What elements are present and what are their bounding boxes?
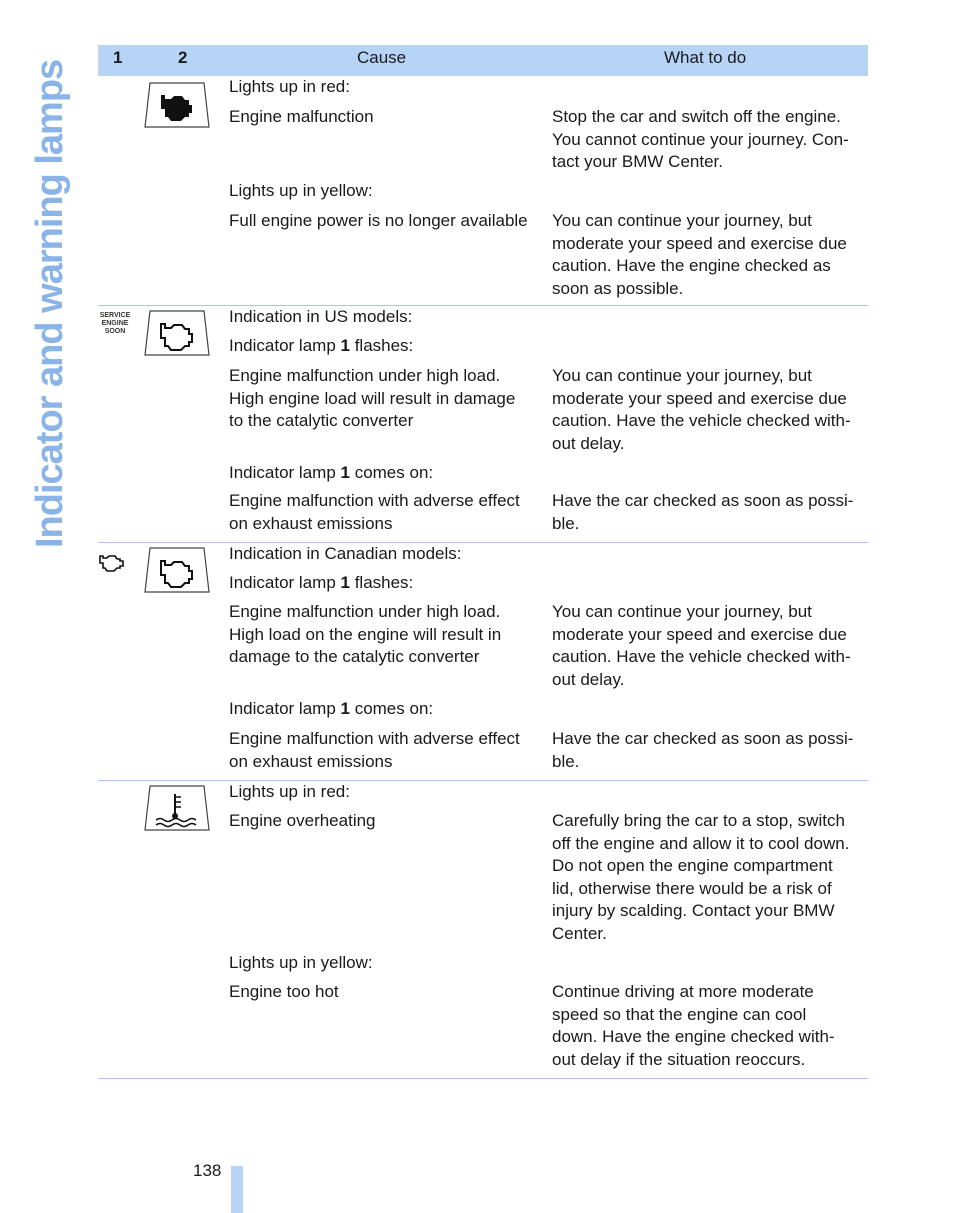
cause-text: Lights up in red:	[229, 782, 350, 801]
what-text: speed so that the engine can cool	[552, 1004, 807, 1024]
cause-text: Engine too hot	[229, 982, 339, 1001]
lamp-prefix: Indicator lamp	[229, 573, 341, 592]
lamp-prefix: Indicator lamp	[229, 463, 341, 482]
what-text: off the engine and allow it to cool down.	[552, 833, 850, 853]
what-text: Have the car checked as soon as possi-	[552, 729, 854, 748]
engine-warning-filled-icon	[144, 82, 210, 128]
side-title: Indicator and warning lamps	[29, 59, 71, 548]
header-what-to-do: What to do	[664, 48, 747, 67]
lamp-suffix: flashes:	[349, 573, 414, 592]
what-text: out delay.	[552, 433, 625, 453]
what-text: moderate your speed and exercise due	[552, 388, 847, 408]
icon-text: SOON	[104, 328, 126, 335]
engine-small-icon	[98, 551, 130, 573]
cause-text	[229, 335, 413, 358]
cause-text: High engine load will result in damage	[229, 388, 516, 408]
cause-text: on exhaust emissions	[229, 751, 393, 771]
cause-text: Indication in US models:	[229, 307, 413, 326]
cause-text: to the catalytic converter	[229, 411, 414, 430]
table-group-us-models	[98, 306, 868, 543]
engine-outline-icon	[144, 310, 210, 356]
what-text: caution. Have the vehicle checked with-	[552, 647, 851, 666]
header-cause: Cause	[357, 48, 407, 67]
cause-text	[229, 462, 433, 485]
cause-text: Full engine power is no longer available	[229, 211, 528, 230]
what-text: moderate your speed and exercise due	[552, 624, 847, 644]
what-text: lid, otherwise there would be a risk of	[552, 878, 832, 898]
cause-text: Lights up in yellow:	[229, 953, 373, 972]
service-engine-soon-icon	[98, 312, 132, 336]
cause-text: Engine overheating	[229, 811, 376, 830]
coolant-temperature-icon	[144, 785, 210, 831]
cause-text: Engine malfunction with adverse effect	[229, 729, 520, 748]
cause-text	[229, 698, 433, 721]
cause-text: on exhaust emissions	[229, 513, 393, 533]
header-col1: 1	[113, 48, 123, 67]
what-text: caution. Have the engine checked as	[552, 256, 831, 275]
lamp-suffix: comes on:	[349, 463, 434, 482]
indicator-table	[98, 45, 868, 1079]
page-number: 138	[193, 1161, 222, 1180]
cause-text: Engine malfunction under high load.	[229, 602, 501, 621]
cause-text: Indication in Canadian models:	[229, 544, 462, 563]
icon-text: ENGINE	[101, 320, 129, 327]
lamp-prefix: Indicator lamp	[229, 699, 341, 718]
lamp-number: 1	[340, 463, 350, 482]
cause-text: Engine malfunction	[229, 107, 374, 126]
what-text: ble.	[552, 751, 580, 771]
table-group-engine-overheating	[98, 781, 868, 1079]
cause-text: Lights up in yellow:	[229, 181, 373, 200]
cause-text: Lights up in red:	[229, 77, 350, 96]
engine-outline-icon	[144, 547, 210, 593]
cause-text: High load on the engine will result in	[229, 624, 502, 644]
what-text: You can continue your journey, but	[552, 602, 812, 621]
what-text: out delay if the situation reoccurs.	[552, 1049, 806, 1069]
table-group-canadian-models	[98, 543, 868, 781]
what-text: injury by scalding. Contact your BMW	[552, 901, 835, 920]
lamp-suffix: flashes:	[349, 336, 414, 355]
cause-text: damage to the catalytic converter	[229, 647, 480, 666]
cause-text: Engine malfunction under high load.	[229, 366, 501, 385]
what-text: Have the car checked as soon as possi-	[552, 491, 854, 510]
what-text: tact your BMW Center.	[552, 152, 723, 171]
what-text: ble.	[552, 513, 580, 533]
what-text: You can continue your journey, but	[552, 366, 812, 385]
lamp-suffix: comes on:	[349, 699, 434, 718]
what-text: Carefully bring the car to a stop, switch	[552, 811, 845, 830]
what-text: out delay.	[552, 669, 625, 689]
what-text: Do not open the engine compartment	[552, 856, 833, 875]
lamp-number: 1	[340, 573, 350, 592]
what-text: moderate your speed and exercise due	[552, 233, 847, 253]
cause-text: Engine malfunction with adverse effect	[229, 491, 520, 510]
lamp-number: 1	[340, 699, 350, 718]
lamp-number: 1	[340, 336, 350, 355]
table-group-engine-malfunction	[98, 76, 868, 306]
cause-text	[229, 572, 413, 595]
header-col2: 2	[178, 48, 188, 67]
what-text: Center.	[552, 923, 607, 943]
what-text: Continue driving at more moderate	[552, 982, 814, 1001]
table-header	[98, 45, 868, 76]
icon-text: SERVICE	[99, 312, 131, 319]
what-text: You cannot continue your journey. Con-	[552, 129, 849, 149]
what-text: soon as possible.	[552, 278, 684, 298]
what-text: down. Have the engine checked with-	[552, 1027, 835, 1046]
what-text: Stop the car and switch off the engine.	[552, 107, 841, 126]
lamp-prefix: Indicator lamp	[229, 336, 341, 355]
what-text: caution. Have the vehicle checked with-	[552, 411, 851, 430]
page-marker-bar	[231, 1166, 243, 1213]
what-text: You can continue your journey, but	[552, 211, 812, 230]
